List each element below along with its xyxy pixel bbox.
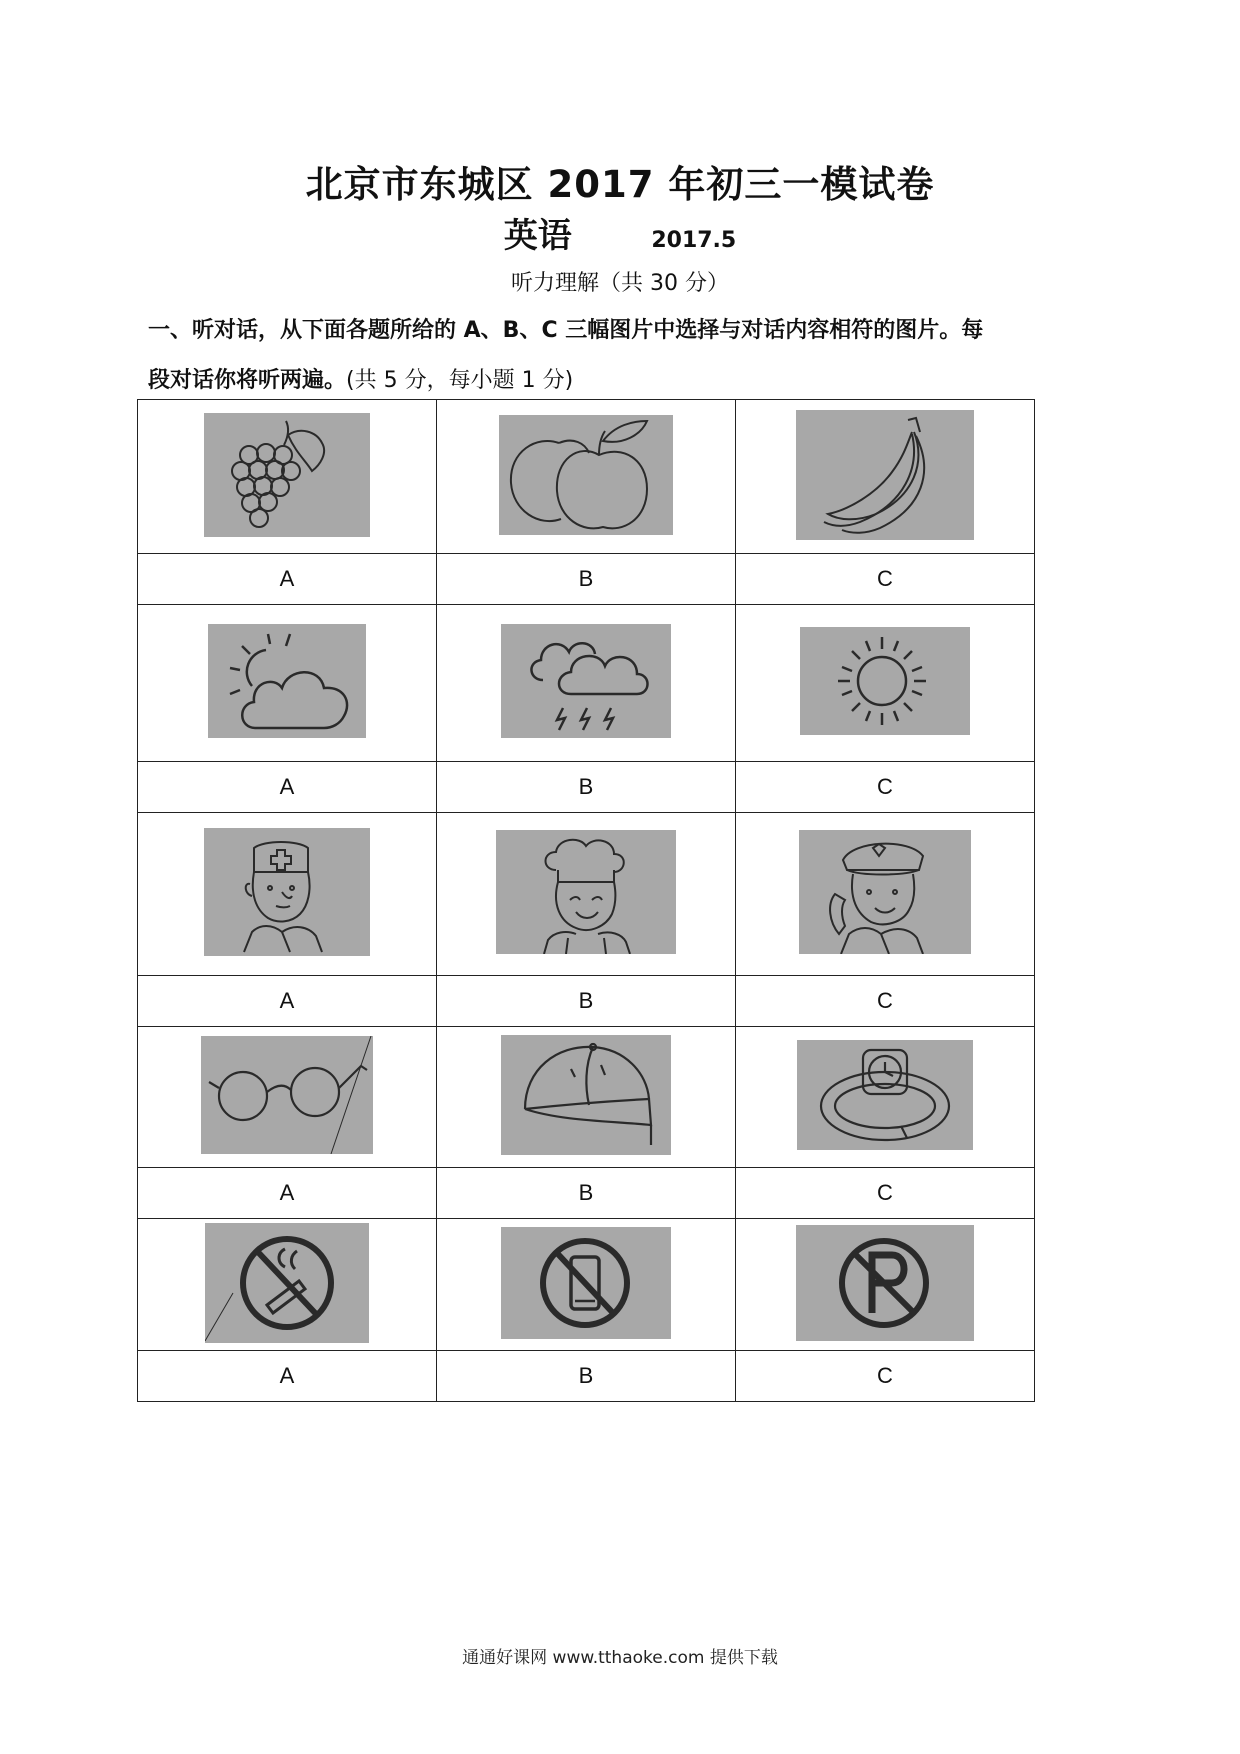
option-cell — [138, 813, 437, 976]
subject-label: 英语 — [503, 216, 572, 256]
option-label: C — [736, 1351, 1035, 1402]
option-cell — [437, 400, 736, 554]
question-4-labels-row — [138, 1168, 1035, 1219]
option-label: A — [138, 554, 437, 605]
option-label: B — [437, 1351, 736, 1402]
option-label: C — [736, 1168, 1035, 1219]
question-1-labels-row — [138, 554, 1035, 605]
option-label: B — [437, 554, 736, 605]
question-2-pictures-row — [138, 605, 1035, 762]
option-label: C — [736, 762, 1035, 813]
exam-date: 2017.5 — [651, 228, 737, 253]
apples-icon — [499, 415, 673, 535]
watch-icon — [797, 1040, 973, 1150]
option-label: C — [736, 976, 1035, 1027]
option-cell — [736, 605, 1035, 762]
option-cell — [138, 400, 437, 554]
option-cell — [437, 605, 736, 762]
instruction-line-2-suffix: (共 5 分，每小题 1 分) — [346, 368, 574, 393]
document-title: 北京市东城区 2017 年初三一模试卷 — [305, 163, 935, 206]
police-officer-icon — [799, 830, 971, 954]
doctor-icon — [204, 828, 370, 956]
question-4-pictures-row — [138, 1027, 1035, 1168]
question-1-pictures-row — [138, 400, 1035, 554]
question-5-labels-row — [138, 1351, 1035, 1402]
instruction-line-2 — [148, 370, 1108, 392]
option-label: C — [736, 554, 1035, 605]
option-cell — [138, 1027, 437, 1168]
cap-icon — [501, 1035, 671, 1155]
option-cell — [736, 813, 1035, 976]
option-label: B — [437, 976, 736, 1027]
glasses-icon — [201, 1036, 373, 1154]
option-label: A — [138, 1351, 437, 1402]
option-cell — [736, 1219, 1035, 1351]
instruction-line-1: 一、听对话，从下面各题所给的 A、B、C 三幅图片中选择与对话内容相符的图片。每 — [148, 318, 984, 343]
no-smoking-icon — [205, 1223, 369, 1343]
picture-options-table — [137, 399, 1035, 1402]
option-label: A — [138, 762, 437, 813]
option-cell — [437, 813, 736, 976]
no-phone-icon — [501, 1227, 671, 1339]
option-label: A — [138, 976, 437, 1027]
chef-icon — [496, 830, 676, 954]
option-label: B — [437, 1168, 736, 1219]
instruction-line-2-prefix: 段对话你将听两遍。 — [148, 368, 347, 393]
subtitle-row — [0, 208, 1240, 257]
option-cell — [736, 1027, 1035, 1168]
question-3-labels-row — [138, 976, 1035, 1027]
grapes-icon — [204, 413, 370, 537]
sun-icon — [800, 627, 970, 735]
option-cell — [736, 400, 1035, 554]
option-cell — [437, 1027, 736, 1168]
option-label: B — [437, 762, 736, 813]
question-2-labels-row — [138, 762, 1035, 813]
bananas-icon — [796, 410, 974, 540]
footer-credit: 通通好课网 www.tthaoke.com 提供下载 — [462, 1648, 778, 1668]
option-cell — [138, 1219, 437, 1351]
section-heading: 听力理解（共 30 分） — [511, 271, 729, 296]
thunderstorm-icon — [501, 624, 671, 738]
partly-cloudy-icon — [208, 624, 366, 738]
option-label: A — [138, 1168, 437, 1219]
option-cell — [437, 1219, 736, 1351]
question-5-pictures-row — [138, 1219, 1035, 1351]
option-cell — [138, 605, 437, 762]
no-parking-icon — [796, 1225, 974, 1341]
question-3-pictures-row — [138, 813, 1035, 976]
